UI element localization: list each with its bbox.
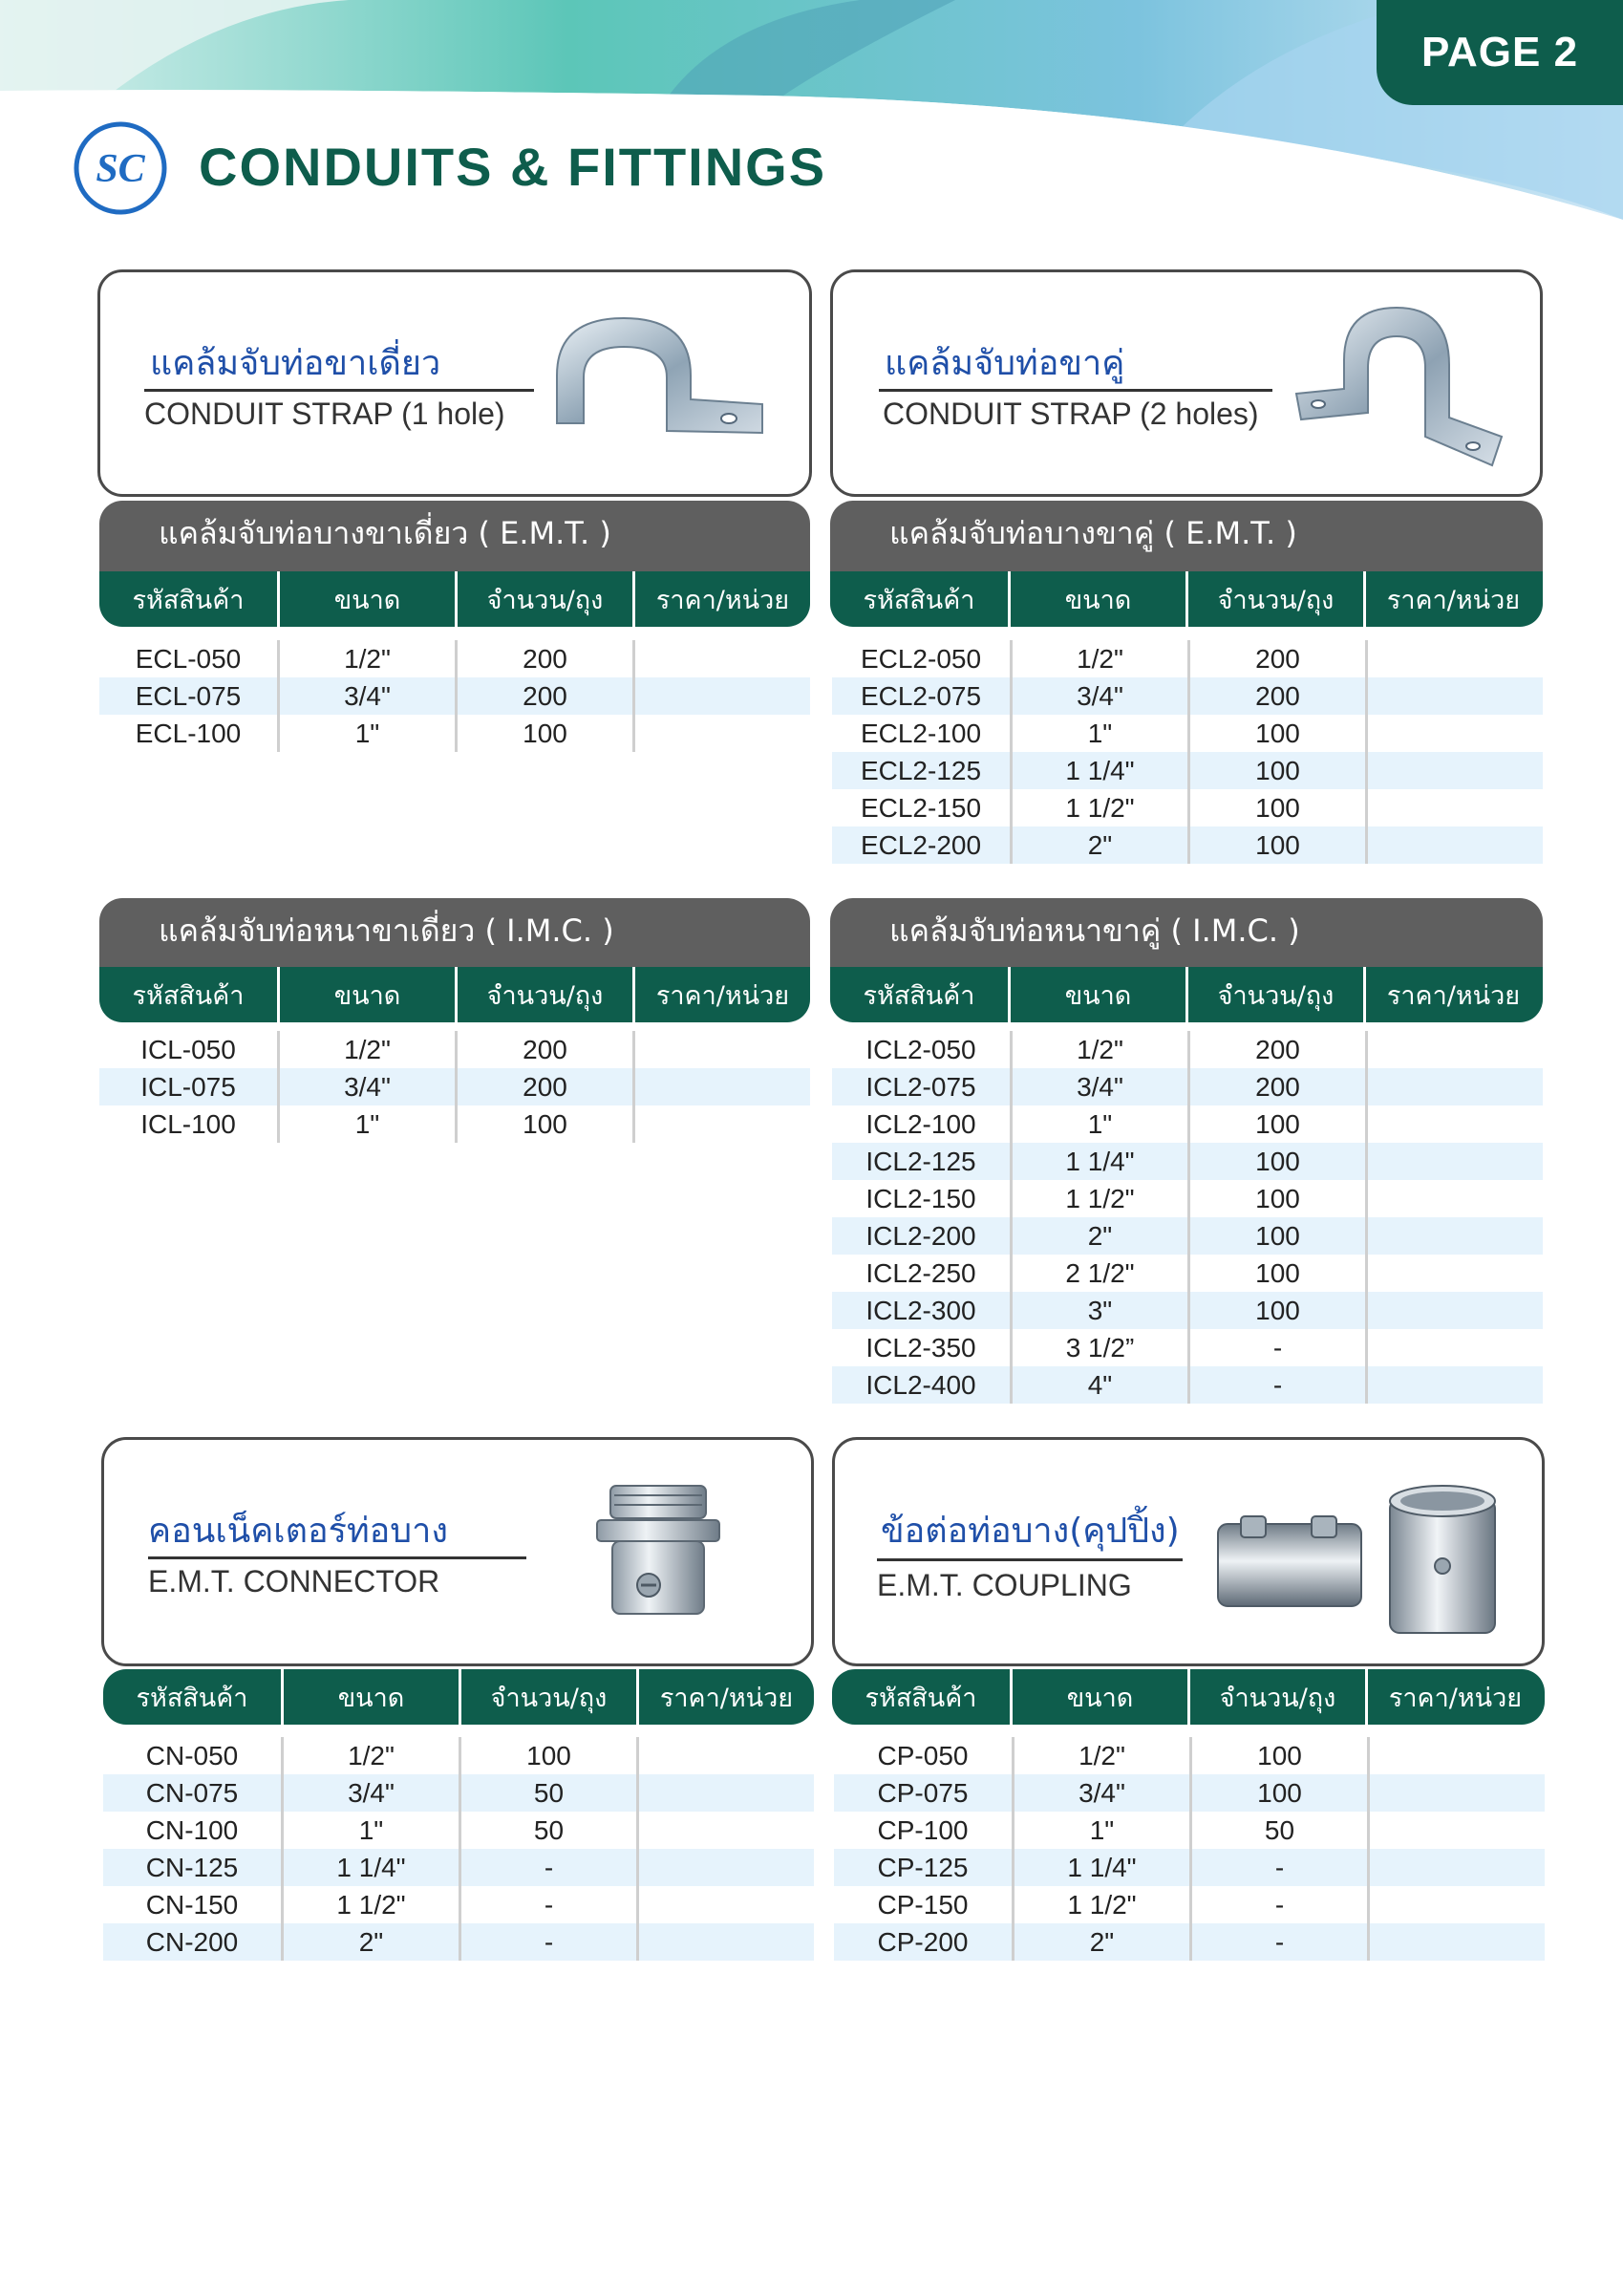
product-code-cell: ICL-050 bbox=[140, 1034, 236, 1064]
size-cell: 2" bbox=[1010, 1217, 1187, 1255]
column-header-qty: จำนวน/ถุง bbox=[455, 967, 632, 1022]
product-code-cell: CN-075 bbox=[145, 1777, 239, 1808]
product-code-cell: ICL2-075 bbox=[865, 1071, 976, 1102]
product-code-cell: ECL2-075 bbox=[860, 680, 982, 711]
column-header-size: ขนาด bbox=[277, 967, 455, 1022]
unit-price-cell bbox=[1365, 715, 1543, 752]
table-row bbox=[832, 640, 1543, 677]
table-row bbox=[99, 1068, 810, 1105]
hero-emt-connector bbox=[101, 1437, 814, 1666]
qty-per-bag-cell: - bbox=[1189, 1886, 1367, 1923]
unit-price-cell bbox=[1367, 1737, 1545, 1774]
product-code-cell: ECL-100 bbox=[135, 718, 242, 748]
qty-per-bag-cell: 100 bbox=[1189, 1774, 1367, 1812]
size-cell: 3 1/2” bbox=[1010, 1329, 1187, 1366]
table-header-icl bbox=[99, 967, 810, 1022]
qty-per-bag-cell: - bbox=[1189, 1849, 1367, 1886]
product-code-cell: CP-125 bbox=[877, 1852, 969, 1882]
unit-price-cell bbox=[632, 640, 810, 677]
table-row bbox=[103, 1737, 814, 1774]
table-row bbox=[99, 640, 810, 677]
product-code-cell: CP-150 bbox=[877, 1889, 969, 1920]
qty-per-bag-cell: 100 bbox=[459, 1737, 636, 1774]
unit-price-cell bbox=[1365, 1143, 1543, 1180]
size-cell: 1 1/2" bbox=[1010, 789, 1187, 826]
column-header-price: ราคา/หน่วย bbox=[632, 967, 810, 1022]
size-cell: 3/4" bbox=[1010, 1068, 1187, 1105]
section-title-icl: แคล้มจับท่อหนาขาเดี่ยว ( I.M.C. ) bbox=[99, 898, 810, 969]
product-code-cell: ICL2-350 bbox=[865, 1332, 976, 1363]
qty-per-bag-cell: 200 bbox=[1187, 1068, 1365, 1105]
qty-per-bag-cell: - bbox=[1187, 1329, 1365, 1366]
column-header-qty: จำนวน/ถุง bbox=[459, 1669, 636, 1725]
size-cell: 1 1/4" bbox=[281, 1849, 459, 1886]
size-cell: 2" bbox=[281, 1923, 459, 1961]
size-cell: 4" bbox=[1010, 1366, 1187, 1404]
unit-price-cell bbox=[1365, 1329, 1543, 1366]
column-header-price: ราคา/หน่วย bbox=[636, 1669, 814, 1725]
column-header-size: ขนาด bbox=[1008, 571, 1185, 627]
emt-connector-icon bbox=[591, 1478, 725, 1621]
size-cell: 1/2" bbox=[1012, 1737, 1189, 1774]
unit-price-cell bbox=[1365, 1366, 1543, 1404]
size-cell: 2" bbox=[1010, 826, 1187, 864]
size-cell: 1" bbox=[1012, 1812, 1189, 1849]
table-row bbox=[832, 789, 1543, 826]
product-code-cell: ECL2-150 bbox=[860, 792, 982, 823]
size-cell: 1" bbox=[277, 715, 455, 752]
table-row bbox=[99, 1105, 810, 1143]
qty-per-bag-cell: 200 bbox=[455, 1031, 632, 1068]
product-code-cell: ICL2-400 bbox=[865, 1369, 976, 1400]
table-row bbox=[834, 1774, 1545, 1812]
table-row bbox=[832, 1143, 1543, 1180]
table-row bbox=[834, 1812, 1545, 1849]
product-name-thai: ข้อต่อท่อบาง(คุปปิ้ง) bbox=[881, 1512, 1180, 1551]
table-row bbox=[99, 1031, 810, 1068]
table-body-cn bbox=[103, 1737, 814, 1961]
table-row bbox=[103, 1774, 814, 1812]
product-name-english: CONDUIT STRAP (1 hole) bbox=[144, 397, 505, 431]
emt-coupling-icon bbox=[1212, 1461, 1527, 1642]
qty-per-bag-cell: 100 bbox=[455, 715, 632, 752]
column-header-size: ขนาด bbox=[281, 1669, 459, 1725]
size-cell: 3" bbox=[1010, 1292, 1187, 1329]
product-code-cell: ECL-075 bbox=[135, 680, 242, 711]
table-row bbox=[832, 1255, 1543, 1292]
product-code-cell: CP-100 bbox=[877, 1814, 969, 1845]
size-cell: 1" bbox=[281, 1812, 459, 1849]
qty-per-bag-cell: 100 bbox=[1187, 752, 1365, 789]
qty-per-bag-cell: 200 bbox=[455, 1068, 632, 1105]
product-code-cell: ECL2-100 bbox=[860, 718, 982, 748]
size-cell: 1/2" bbox=[277, 1031, 455, 1068]
qty-per-bag-cell: 100 bbox=[1187, 715, 1365, 752]
qty-per-bag-cell: 100 bbox=[1187, 1143, 1365, 1180]
strap-1-hole-icon bbox=[547, 309, 777, 452]
unit-price-cell bbox=[1365, 1180, 1543, 1217]
column-header-price: ราคา/หน่วย bbox=[1365, 1669, 1543, 1725]
page-number-tab: PAGE 2 bbox=[1377, 0, 1623, 105]
product-code-cell: CP-075 bbox=[877, 1777, 969, 1808]
product-code-cell: ICL2-150 bbox=[865, 1183, 976, 1213]
unit-price-cell bbox=[1367, 1886, 1545, 1923]
qty-per-bag-cell: 200 bbox=[1187, 677, 1365, 715]
product-code-cell: ICL-100 bbox=[140, 1108, 236, 1139]
unit-price-cell bbox=[636, 1774, 814, 1812]
unit-price-cell bbox=[1365, 789, 1543, 826]
unit-price-cell bbox=[1367, 1774, 1545, 1812]
sc-logo-icon bbox=[73, 120, 168, 216]
page-title: CONDUITS & FITTINGS bbox=[199, 137, 827, 197]
product-code-cell: CN-150 bbox=[145, 1889, 239, 1920]
unit-price-cell bbox=[1367, 1849, 1545, 1886]
unit-price-cell bbox=[636, 1812, 814, 1849]
column-header-code: รหัสสินค้า bbox=[863, 585, 975, 615]
table-row bbox=[832, 1217, 1543, 1255]
column-header-price: ราคา/หน่วย bbox=[1363, 571, 1541, 627]
size-cell: 1 1/4" bbox=[1010, 752, 1187, 789]
table-row bbox=[834, 1886, 1545, 1923]
unit-price-cell bbox=[1365, 1255, 1543, 1292]
unit-price-cell bbox=[632, 1068, 810, 1105]
unit-price-cell bbox=[1365, 1105, 1543, 1143]
table-row bbox=[834, 1849, 1545, 1886]
product-code-cell: ICL2-250 bbox=[865, 1257, 976, 1288]
hero-emt-coupling bbox=[832, 1437, 1545, 1666]
table-row bbox=[834, 1737, 1545, 1774]
qty-per-bag-cell: 100 bbox=[1187, 789, 1365, 826]
qty-per-bag-cell: 100 bbox=[1187, 826, 1365, 864]
qty-per-bag-cell: 50 bbox=[1189, 1812, 1367, 1849]
product-code-cell: ICL2-300 bbox=[865, 1295, 976, 1325]
product-code-cell: ICL2-050 bbox=[865, 1034, 976, 1064]
table-row bbox=[99, 677, 810, 715]
unit-price-cell bbox=[1367, 1812, 1545, 1849]
size-cell: 1/2" bbox=[1010, 640, 1187, 677]
table-row bbox=[832, 1180, 1543, 1217]
table-row bbox=[832, 826, 1543, 864]
table-row bbox=[832, 1329, 1543, 1366]
qty-per-bag-cell: - bbox=[1187, 1366, 1365, 1404]
unit-price-cell bbox=[1365, 1292, 1543, 1329]
title-divider bbox=[144, 389, 534, 392]
strap-2-holes-icon bbox=[1292, 293, 1511, 475]
table-body-icl bbox=[99, 1031, 810, 1143]
product-code-cell: ICL2-100 bbox=[865, 1108, 976, 1139]
qty-per-bag-cell: 200 bbox=[1187, 640, 1365, 677]
title-divider bbox=[877, 1558, 1183, 1561]
table-row bbox=[103, 1849, 814, 1886]
qty-per-bag-cell: - bbox=[459, 1849, 636, 1886]
column-header-code: รหัสสินค้า bbox=[132, 980, 245, 1011]
hero-conduit-strap-1-hole bbox=[97, 269, 812, 497]
size-cell: 1 1/4" bbox=[1012, 1849, 1189, 1886]
product-name-english: E.M.T. CONNECTOR bbox=[148, 1564, 440, 1599]
qty-per-bag-cell: 100 bbox=[1187, 1105, 1365, 1143]
qty-per-bag-cell: 100 bbox=[1189, 1737, 1367, 1774]
unit-price-cell bbox=[632, 1105, 810, 1143]
column-header-qty: จำนวน/ถุง bbox=[455, 571, 632, 627]
size-cell: 2 1/2" bbox=[1010, 1255, 1187, 1292]
unit-price-cell bbox=[636, 1923, 814, 1961]
unit-price-cell bbox=[1365, 1217, 1543, 1255]
section-title-ecl2: แคล้มจับท่อบางขาคู่ ( E.M.T. ) bbox=[830, 501, 1543, 571]
product-code-cell: CP-050 bbox=[877, 1740, 969, 1770]
table-row bbox=[832, 1366, 1543, 1404]
table-header-icl2 bbox=[830, 967, 1543, 1022]
table-row bbox=[103, 1923, 814, 1961]
size-cell: 3/4" bbox=[1012, 1774, 1189, 1812]
product-code-cell: CN-125 bbox=[145, 1852, 239, 1882]
size-cell: 3/4" bbox=[277, 1068, 455, 1105]
unit-price-cell bbox=[636, 1737, 814, 1774]
size-cell: 1 1/2" bbox=[1010, 1180, 1187, 1217]
size-cell: 1" bbox=[1010, 1105, 1187, 1143]
table-row bbox=[834, 1923, 1545, 1961]
column-header-size: ขนาด bbox=[277, 571, 455, 627]
table-row bbox=[832, 677, 1543, 715]
product-name-thai: แคล้มจับท่อขาคู่ bbox=[885, 344, 1125, 383]
column-header-code: รหัสสินค้า bbox=[132, 585, 245, 615]
column-header-size: ขนาด bbox=[1008, 967, 1185, 1022]
logo-text: SC bbox=[96, 147, 145, 191]
table-row bbox=[832, 752, 1543, 789]
unit-price-cell bbox=[1365, 1031, 1543, 1068]
title-divider bbox=[879, 389, 1272, 392]
size-cell: 3/4" bbox=[281, 1774, 459, 1812]
column-header-price: ราคา/หน่วย bbox=[1363, 967, 1541, 1022]
qty-per-bag-cell: - bbox=[459, 1923, 636, 1961]
product-code-cell: ICL2-125 bbox=[865, 1146, 976, 1176]
product-code-cell: ECL-050 bbox=[135, 643, 242, 674]
table-body-cp bbox=[834, 1737, 1545, 1961]
unit-price-cell bbox=[1367, 1923, 1545, 1961]
product-name-thai: คอนเน็คเตอร์ท่อบาง bbox=[148, 1512, 448, 1551]
product-code-cell: ECL2-050 bbox=[860, 643, 982, 674]
size-cell: 1" bbox=[1010, 715, 1187, 752]
table-body-ecl bbox=[99, 640, 810, 752]
table-row bbox=[832, 1292, 1543, 1329]
size-cell: 1 1/2" bbox=[281, 1886, 459, 1923]
size-cell: 1" bbox=[277, 1105, 455, 1143]
product-code-cell: ECL2-125 bbox=[860, 755, 982, 785]
product-code-cell: CN-200 bbox=[145, 1926, 239, 1957]
table-row bbox=[103, 1812, 814, 1849]
table-body-ecl2 bbox=[832, 640, 1543, 864]
qty-per-bag-cell: 50 bbox=[459, 1774, 636, 1812]
qty-per-bag-cell: - bbox=[1189, 1923, 1367, 1961]
column-header-code: รหัสสินค้า bbox=[136, 1683, 248, 1713]
qty-per-bag-cell: - bbox=[459, 1886, 636, 1923]
size-cell: 1 1/4" bbox=[1010, 1143, 1187, 1180]
column-header-price: ราคา/หน่วย bbox=[632, 571, 810, 627]
size-cell: 3/4" bbox=[277, 677, 455, 715]
qty-per-bag-cell: 100 bbox=[455, 1105, 632, 1143]
column-header-qty: จำนวน/ถุง bbox=[1185, 967, 1363, 1022]
table-row bbox=[832, 715, 1543, 752]
qty-per-bag-cell: 100 bbox=[1187, 1217, 1365, 1255]
table-row bbox=[832, 1068, 1543, 1105]
qty-per-bag-cell: 100 bbox=[1187, 1180, 1365, 1217]
unit-price-cell bbox=[1365, 677, 1543, 715]
product-name-english: CONDUIT STRAP (2 holes) bbox=[883, 397, 1259, 431]
unit-price-cell bbox=[636, 1849, 814, 1886]
size-cell: 1/2" bbox=[277, 640, 455, 677]
unit-price-cell bbox=[632, 1031, 810, 1068]
table-row bbox=[832, 1031, 1543, 1068]
table-row bbox=[103, 1886, 814, 1923]
product-code-cell: ECL2-200 bbox=[860, 829, 982, 860]
column-header-code: รหัสสินค้า bbox=[865, 1683, 977, 1713]
qty-per-bag-cell: 100 bbox=[1187, 1292, 1365, 1329]
size-cell: 1 1/2" bbox=[1012, 1886, 1189, 1923]
section-title-ecl: แคล้มจับท่อบางขาเดี่ยว ( E.M.T. ) bbox=[99, 501, 810, 571]
column-header-size: ขนาด bbox=[1010, 1669, 1187, 1725]
section-title-icl2: แคล้มจับท่อหนาขาคู่ ( I.M.C. ) bbox=[830, 898, 1543, 969]
size-cell: 1/2" bbox=[1010, 1031, 1187, 1068]
product-code-cell: ICL2-200 bbox=[865, 1220, 976, 1251]
table-header-ecl2 bbox=[830, 571, 1543, 627]
product-code-cell: CP-200 bbox=[877, 1926, 969, 1957]
unit-price-cell bbox=[1365, 1068, 1543, 1105]
qty-per-bag-cell: 100 bbox=[1187, 1255, 1365, 1292]
table-header-cp bbox=[832, 1669, 1545, 1725]
size-cell: 2" bbox=[1012, 1923, 1189, 1961]
size-cell: 1/2" bbox=[281, 1737, 459, 1774]
unit-price-cell bbox=[636, 1886, 814, 1923]
qty-per-bag-cell: 200 bbox=[455, 640, 632, 677]
qty-per-bag-cell: 50 bbox=[459, 1812, 636, 1849]
unit-price-cell bbox=[1365, 640, 1543, 677]
column-header-qty: จำนวน/ถุง bbox=[1185, 571, 1363, 627]
product-code-cell: CN-050 bbox=[145, 1740, 239, 1770]
product-code-cell: CN-100 bbox=[145, 1814, 239, 1845]
table-body-icl2 bbox=[832, 1031, 1543, 1404]
qty-per-bag-cell: 200 bbox=[455, 677, 632, 715]
table-row bbox=[99, 715, 810, 752]
product-name-english: E.M.T. COUPLING bbox=[877, 1568, 1132, 1602]
table-row bbox=[832, 1105, 1543, 1143]
unit-price-cell bbox=[1365, 826, 1543, 864]
qty-per-bag-cell: 200 bbox=[1187, 1031, 1365, 1068]
title-divider bbox=[148, 1556, 526, 1559]
hero-conduit-strap-2-holes bbox=[830, 269, 1543, 497]
product-name-thai: แคล้มจับท่อขาเดี่ยว bbox=[150, 344, 441, 383]
product-code-cell: ICL-075 bbox=[140, 1071, 236, 1102]
unit-price-cell bbox=[632, 677, 810, 715]
unit-price-cell bbox=[632, 715, 810, 752]
table-header-ecl bbox=[99, 571, 810, 627]
column-header-qty: จำนวน/ถุง bbox=[1187, 1669, 1365, 1725]
column-header-code: รหัสสินค้า bbox=[863, 980, 975, 1011]
table-header-cn bbox=[103, 1669, 814, 1725]
size-cell: 3/4" bbox=[1010, 677, 1187, 715]
unit-price-cell bbox=[1365, 752, 1543, 789]
